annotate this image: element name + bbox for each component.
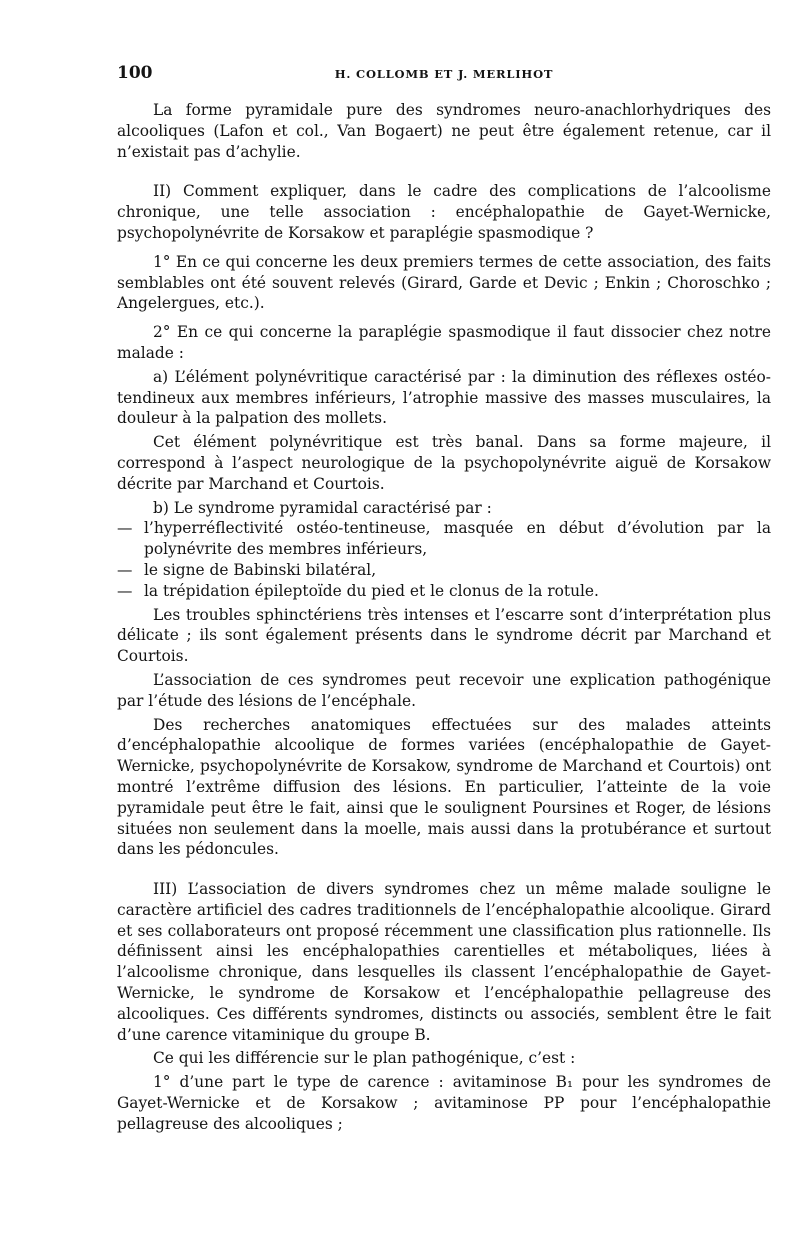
list-item-babinski: — le signe de Babinski bilatéral, bbox=[117, 560, 771, 581]
paragraph-b-pyramidal: b) Le syndrome pyramidal caractérisé par : bbox=[153, 498, 492, 517]
page-body bbox=[117, 100, 771, 1135]
list-item-trepidation: — la trépidation épileptoïde du pied et le clonus de la rotule. bbox=[117, 581, 771, 602]
paragraph-pathogenic-difference: Ce qui les différencie sur le plan pathogénique, c’est : bbox=[153, 1049, 576, 1068]
page-number: 100 bbox=[117, 63, 153, 83]
paragraph-a-polyneuritic: a) L’élément polynévritique caractérisé par : la diminution des réflexes ostéo-tendineux aux membres inférieurs, l’atrophie massive des masses musculaires, la douleur à la palpation des mollets. bbox=[117, 367, 771, 428]
paragraph-point-1: 1° En ce qui concerne les deux premiers termes de cette association, des faits semblables ont été souvent relevés (Girard, Garde et Devic ; Enkin ; Choroschko ; Angelergues, etc.). bbox=[117, 252, 771, 313]
paragraph-deficiency-type: 1° d’une part le type de carence : avitaminose B₁ pour les syndromes de Gayet-Wernicke et de Korsakow ; avitaminose PP pour l’encéphalopathie pellagreuse des alcooliques ; bbox=[117, 1073, 771, 1133]
paragraph-point-2: 2° En ce qui concerne la paraplégie spasmodique il faut dissocier chez notre malade : bbox=[117, 323, 771, 362]
paragraph-anatomical-research: Des recherches anatomiques effectuées sur des malades atteints d’encéphalopathie alcoolique de formes variées (encéphalopathie de Gayet-Wernicke, psychopolynévrite de Korsakow, syndrome de Marchand et Courtois) ont montré l’extrême diffusion des lésions. En particulier, l’atteinte de la voie pyramidale peut être le fait, ainsi que le soulignent Poursines et Roger, de lésions situées non seulement dans la moelle, mais aussi dans la protubérance et surtout dans les pédoncules. bbox=[117, 715, 771, 859]
paragraph-section-ii: II) Comment expliquer, dans le cadre des complications de l’alcoolisme chronique, une telle association : encéphalopathie de Gayet-Wernicke, psychopolynévrite de Korsakow et paraplégie spasmodique ? bbox=[117, 182, 771, 242]
paragraph-pyramidal-form: La forme pyramidale pure des syndromes neuro-anachlorhydriques des alcooliques (Lafon et col., Van Bogaert) ne peut être également retenue, car il n’existait pas d’achylie. bbox=[117, 101, 771, 161]
paragraph-section-iii: III) L’association de divers syndromes chez un même malade souligne le caractère artificiel des cadres traditionnels de l’encéphalopathie alcoolique. Girard et ses collaborateurs ont proposé récemment une classification plus rationnelle. Ils définissent ainsi les encéphalopathies carentielles et métaboliques, liées à l’alcoolisme chronique, dans lesquelles ils classent l’encéphalopathie de Gayet-Wernicke, le syndrome de Korsakow et l’encéphalopathie pellagreuse des alcooliques. Ces différents syndromes, distincts ou associés, semblent être le fait d’une carence vitaminique du groupe B. bbox=[117, 880, 771, 1044]
list-item-hyperreflectivity: — l’hyperréflectivité ostéo-tentineuse, masquée en début d’évolution par la polynévrite des membres inférieurs, bbox=[117, 518, 771, 560]
paragraph-association-explanation: L’association de ces syndromes peut recevoir une explication pathogénique par l’étude des lésions de l’encéphale. bbox=[117, 670, 771, 710]
running-title: H. COLLOMB ET J. MERLIHOT bbox=[334, 67, 554, 81]
paragraph-sphincter-troubles: Les troubles sphinctériens très intenses et l’escarre sont d’interprétation plus délicate ; ils sont également présents dans le syndrome décrit par Marchand et Courtois. bbox=[117, 605, 771, 666]
page-header bbox=[117, 63, 771, 85]
paragraph-banal-element: Cet élément polynévritique est très banal. Dans sa forme majeure, il correspond à l’aspect neurologique de la psychopolynévrite aiguë de Korsakow décrite par Marchand et Courtois. bbox=[117, 433, 771, 493]
